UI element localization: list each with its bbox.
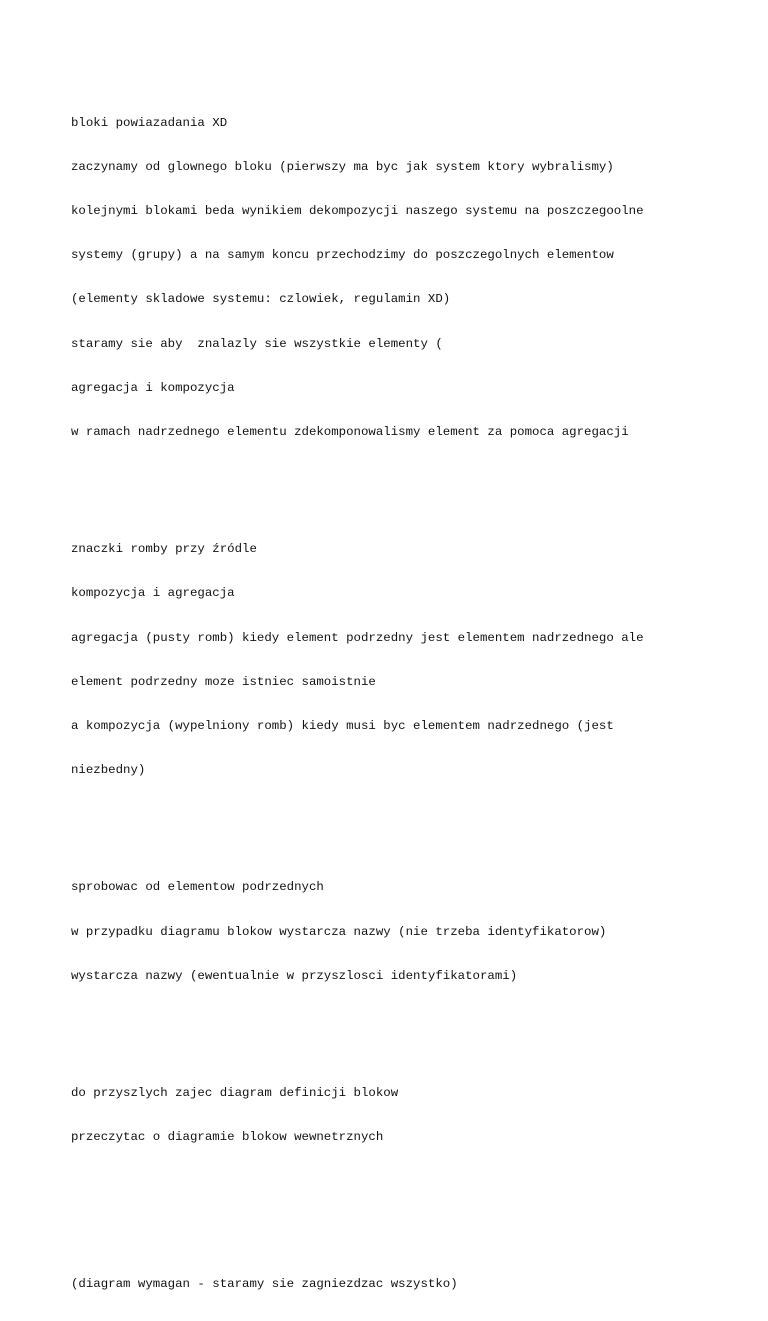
text-line: agregacja (pusty romb) kiedy element podrzedny jest elementem nadrzednego ale [71,630,644,645]
text-line: do przyszlych zajec diagram definicji blokow [71,1086,399,1101]
paragraph-gap [71,1174,731,1218]
text-line: a kompozycja (wypelniony romb) kiedy musi byc elementem nadrzednego (jest [71,718,614,733]
text-line: sprobowac od elementow podrzednych [71,880,324,895]
text-line: przeczytac o diagramie blokow wewnetrznych [71,1130,384,1145]
text-line: element podrzedny moze istniec samoistnie [71,674,376,689]
text-line: w przypadku diagramu blokow wystarcza nazwy (nie trzeba identyfikatorow) [71,924,607,939]
text-line: kolejnymi blokami beda wynikiem dekompozycji naszego systemu na poszczegoolne [71,204,644,219]
text-line: staramy sie aby znalazly sie wszystkie elementy ( [71,336,443,351]
document-text [71,72,731,1321]
text-line: systemy (grupy) a na samym koncu przechodzimy do poszczegolnych elementow [71,248,614,263]
text-line: zaczynamy od glownego bloku (pierwszy ma byc jak system ktory wybralismy) [71,160,614,175]
text-line: znaczki romby przy źródle [71,542,257,557]
paragraph-gap [71,807,731,822]
text-line: (diagram wymagan - staramy sie zagniezdzac wszystko) [71,1277,458,1292]
text-line: kompozycja i agregacja [71,586,235,601]
paragraph-gap [71,1013,731,1028]
text-line: bloki powiazadania XD [71,116,228,131]
text-line: w ramach nadrzednego elementu zdekomponowalismy element za pomoca agregacji [71,424,629,439]
text-line: niezbedny) [71,762,146,777]
text-line: agregacja i kompozycja [71,380,235,395]
text-line: (elementy skladowe systemu: czlowiek, regulamin XD) [71,292,451,307]
text-line: wystarcza nazwy (ewentualnie w przyszlosci identyfikatorami) [71,968,518,983]
paragraph-gap [71,469,731,484]
